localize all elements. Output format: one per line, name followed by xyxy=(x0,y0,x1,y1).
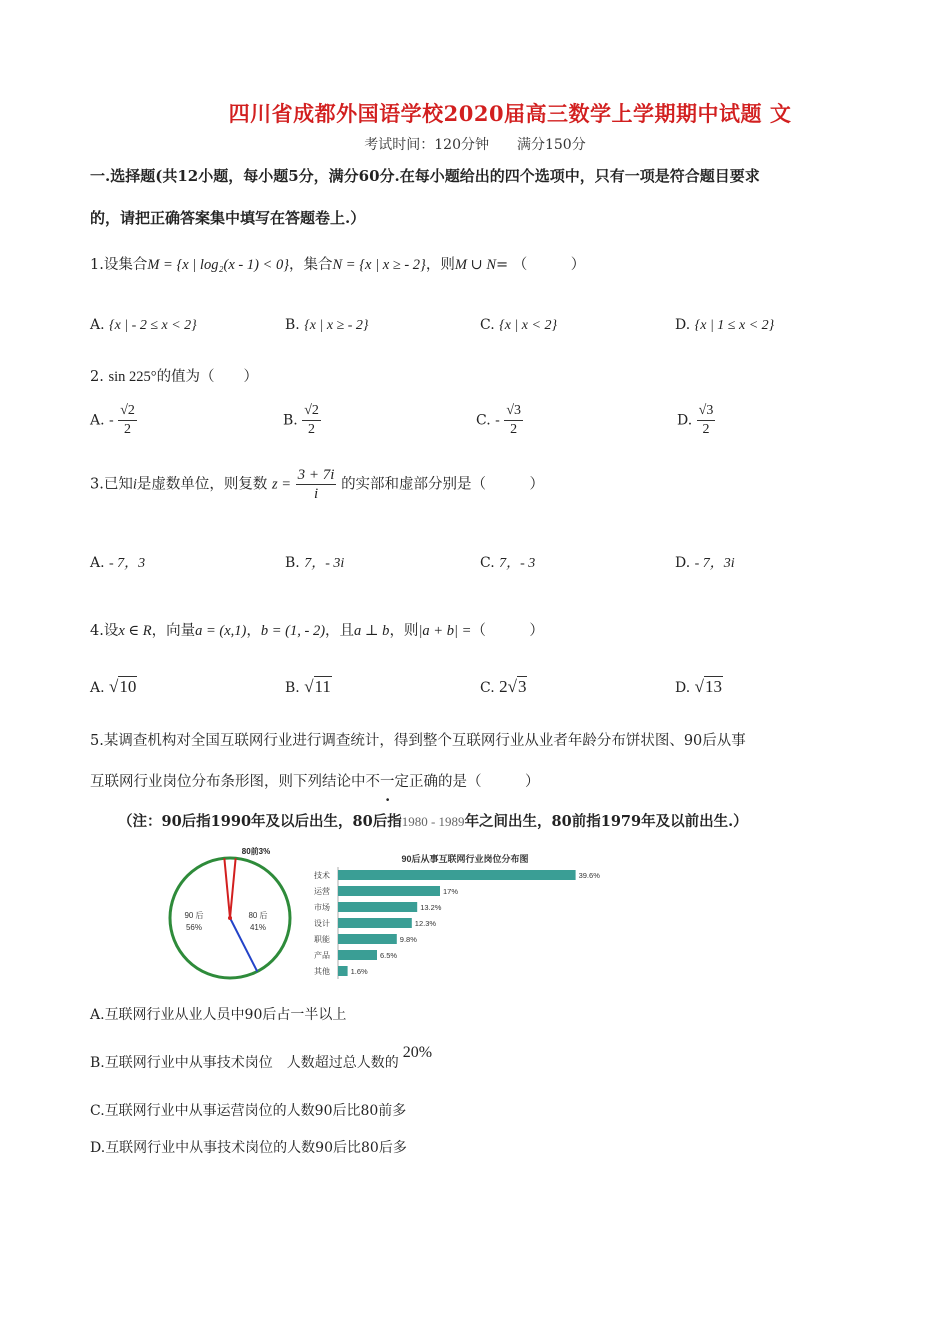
option-fraction: $\frac{√2}{2}$ xyxy=(120,403,135,437)
option-fraction: $\frac{√2}{2}$ xyxy=(304,403,319,437)
q5-option-a[interactable] xyxy=(90,1004,346,1026)
q1-option-b[interactable] xyxy=(285,314,369,337)
option-text: 互联网行业中从事运营岗位的人数90后比80前多 xyxy=(104,1103,407,1119)
note-year-range: 1980 - 1989 xyxy=(401,814,465,829)
fraction-numerator: 2 xyxy=(311,403,319,418)
option-text: 互联网行业中从事技术岗位 人数超过总人数的 xyxy=(104,1055,399,1071)
q4-option-b[interactable] xyxy=(285,676,332,699)
fraction-numerator: 3 xyxy=(706,403,714,418)
q4-domain: x ∈ R xyxy=(118,623,152,639)
option-label: B. xyxy=(90,1055,105,1071)
option-label: B. xyxy=(285,555,300,571)
q4-text: ，则 xyxy=(389,623,419,639)
note-text: （注：90后指1990年及以后出生，80后指 xyxy=(118,813,402,830)
bar-chart xyxy=(310,848,620,980)
sqrt-radicand: 10 xyxy=(119,677,137,696)
note-text: 年之间出生，80前指1979年及以前出生.） xyxy=(464,813,748,830)
sqrt-radicand: 13 xyxy=(704,677,722,696)
q4-abs: |a + b| = xyxy=(418,623,472,639)
q3-option-c[interactable] xyxy=(480,552,535,575)
pie-label-90: 90 后 xyxy=(184,911,204,920)
pie-center xyxy=(228,916,232,920)
q5-text: 正确的是（ ） xyxy=(409,774,540,790)
q2-option-a[interactable] xyxy=(90,402,137,439)
q4-text: ， xyxy=(246,623,261,639)
option-label: C. xyxy=(480,680,495,696)
q3-imag-unit: i xyxy=(132,476,137,493)
fraction-numerator: 3 xyxy=(514,403,521,418)
q1-set-n: N = {x | x ≥ - 2} xyxy=(332,257,426,273)
option-text: - 7，3i xyxy=(694,556,735,571)
q1-option-c[interactable] xyxy=(480,314,557,337)
option-label: C. xyxy=(480,317,495,333)
option-text: 7，- 3i xyxy=(304,556,345,571)
q5-emphasis: 不一定 xyxy=(365,774,409,790)
q4-perp: a ⊥ b xyxy=(354,623,390,639)
q3-prefix: 3.已知 xyxy=(90,476,133,493)
exam-info: 考试时间：120分钟 满分150分 xyxy=(364,137,586,153)
q5-text: 互联网行业岗位分布条形图，则下列结论中 xyxy=(90,774,366,790)
bar-category-label: 市场 xyxy=(314,903,330,912)
bar xyxy=(338,886,440,896)
option-label: A. xyxy=(90,317,105,333)
q1-tail: = （ ） xyxy=(496,257,586,273)
option-text: 互联网行业中从事技术岗位的人数90后比80后多 xyxy=(105,1140,407,1156)
option-label: C. xyxy=(480,555,495,571)
bar-chart-title: 90后从事互联网行业岗位分布图 xyxy=(401,854,529,864)
q3-mid: 是虚数单位，则复数 xyxy=(136,476,268,493)
bar xyxy=(338,950,377,960)
fraction-denominator: 2 xyxy=(124,422,132,437)
option-label: C. xyxy=(476,412,491,429)
question-3 xyxy=(90,466,544,503)
pie-label-90: 56% xyxy=(185,923,203,932)
q5-note xyxy=(118,810,748,831)
question-2 xyxy=(90,366,258,388)
section-heading-line2: 的，请把正确答案集中填写在答题卷上.） xyxy=(90,209,366,227)
option-label: A. xyxy=(90,412,105,429)
bar-category-label: 产品 xyxy=(314,951,330,960)
bar-category-label: 技术 xyxy=(314,871,330,880)
option-percent: 20% xyxy=(402,1044,433,1061)
option-sqrt: √10 xyxy=(109,677,137,696)
q1-option-a[interactable] xyxy=(90,314,197,337)
bar-category-label: 职能 xyxy=(314,935,330,944)
option-text: {x | x < 2} xyxy=(499,318,558,333)
bar xyxy=(338,902,417,912)
sqrt-radicand: 3 xyxy=(517,677,527,696)
q1-mid: ，集合 xyxy=(289,257,333,273)
q2-option-d[interactable] xyxy=(677,402,715,439)
option-label: B. xyxy=(285,680,300,696)
q4-text: ，向量 xyxy=(151,623,196,639)
q3-option-d[interactable] xyxy=(675,552,735,575)
question-5-line1: 5.某调查机构对全国互联网行业进行调查统计，得到整个互联网行业从业者年龄分布饼状图、90后从事 xyxy=(90,733,746,749)
pie-label-80: 41% xyxy=(249,923,267,932)
page-title: 四川省成都外国语学校2020届高三数学上学期期中试题 文 xyxy=(228,101,792,126)
q3-fraction xyxy=(296,466,337,503)
fraction-denominator: 2 xyxy=(308,422,316,437)
question-1 xyxy=(90,254,585,276)
section-heading-line1: 一.选择题(共12小题，每小题5分，满分60分.在每小题给出的四个选项中，只有一项是符合题目要求 xyxy=(90,167,760,185)
option-text: {x | 1 ≤ x < 2} xyxy=(694,318,775,333)
option-text: {x | x ≥ - 2} xyxy=(304,318,369,333)
option-label: A. xyxy=(90,680,105,696)
option-sqrt: 2√3 xyxy=(499,677,527,696)
q3-suffix: 的实部和虚部分别是（ ） xyxy=(341,476,545,493)
bar-value-label: 1.6% xyxy=(350,967,368,976)
sqrt-coefficient: 2 xyxy=(499,677,508,696)
q1-suffix: ，则 xyxy=(425,257,455,273)
bar-category-label: 运营 xyxy=(314,887,330,896)
pie-label-80-before: 80前3% xyxy=(241,847,271,856)
q2-expr: sin 225° xyxy=(108,369,157,385)
option-sign: - xyxy=(495,412,500,429)
fraction-denominator: i xyxy=(313,486,319,502)
fraction-numerator: 2 xyxy=(127,403,135,418)
question-4 xyxy=(90,620,544,642)
q4-text: ，且 xyxy=(325,623,355,639)
option-sqrt: √13 xyxy=(694,677,722,696)
q5-option-b[interactable] xyxy=(90,1044,433,1074)
q4-option-a[interactable] xyxy=(90,676,137,699)
option-text: 7，- 3 xyxy=(499,556,536,571)
q1-prefix: 1.设集合 xyxy=(90,257,148,273)
sqrt-radicand: 11 xyxy=(314,677,331,696)
option-text: {x | - 2 ≤ x < 2} xyxy=(109,318,197,333)
q5-option-d[interactable] xyxy=(90,1137,407,1159)
q4-prefix: 4.设 xyxy=(90,623,119,639)
q3-option-b[interactable] xyxy=(285,552,344,575)
option-fraction: $\frac{√3}{2}$ xyxy=(506,403,521,437)
fraction-denominator: 2 xyxy=(510,422,518,437)
option-label: D. xyxy=(677,412,693,429)
q3-option-a[interactable] xyxy=(90,552,145,575)
bar-value-label: 17% xyxy=(443,887,459,896)
bar-value-label: 6.5% xyxy=(380,951,398,960)
q4-option-d[interactable] xyxy=(675,676,723,699)
option-label: D. xyxy=(675,555,691,571)
option-label: D. xyxy=(675,317,691,333)
pie-chart xyxy=(160,842,300,982)
q1-option-d[interactable] xyxy=(675,314,774,337)
pie-divider xyxy=(230,858,236,918)
option-label: C. xyxy=(90,1103,105,1119)
q4-vector-b: b = (1, - 2) xyxy=(260,623,326,639)
bar xyxy=(338,934,397,944)
option-sign: - xyxy=(109,412,114,429)
fraction-numerator: 3 + 7i xyxy=(297,467,335,483)
bar xyxy=(338,966,348,976)
pie-label-80: 80 后 xyxy=(248,911,268,920)
bar-value-label: 12.3% xyxy=(414,919,437,928)
q2-prefix: 2. xyxy=(90,369,104,385)
bar-category-label: 其他 xyxy=(314,967,330,976)
q3-z: z = xyxy=(271,476,292,493)
option-sqrt: √11 xyxy=(304,677,331,696)
option-label: B. xyxy=(283,412,298,429)
option-label: B. xyxy=(285,317,300,333)
bar xyxy=(338,918,412,928)
bar-value-label: 13.2% xyxy=(420,903,442,912)
option-text: - 7，3 xyxy=(109,556,146,571)
option-label: A. xyxy=(90,555,105,571)
bar-category-label: 设计 xyxy=(314,919,330,928)
bar-value-label: 9.8% xyxy=(399,935,417,944)
bar xyxy=(338,870,576,880)
option-label: A. xyxy=(90,1007,105,1023)
q2-option-b[interactable] xyxy=(283,402,321,439)
q5-option-c[interactable] xyxy=(90,1100,406,1122)
q4-tail: （ ） xyxy=(471,623,544,639)
q4-option-c[interactable] xyxy=(480,676,527,699)
option-label: D. xyxy=(675,680,691,696)
q2-suffix: 的值为（ ） xyxy=(156,369,259,385)
pie-divider xyxy=(224,858,230,918)
question-5-line2 xyxy=(90,771,540,793)
bar-value-label: 39.6% xyxy=(578,871,600,880)
option-text: 互联网行业从业人员中90后占一半以上 xyxy=(104,1007,347,1023)
q1-expr: M ∪ N xyxy=(454,257,496,273)
q2-option-c[interactable] xyxy=(476,402,523,439)
option-fraction: $\frac{√3}{2}$ xyxy=(698,403,714,437)
q4-vector-a: a = (x,1) xyxy=(195,623,247,639)
option-label: D. xyxy=(90,1140,106,1156)
q1-set-m: M = {x | log₂(x - 1) < 0} xyxy=(147,257,290,273)
fraction-denominator: 2 xyxy=(702,422,710,437)
